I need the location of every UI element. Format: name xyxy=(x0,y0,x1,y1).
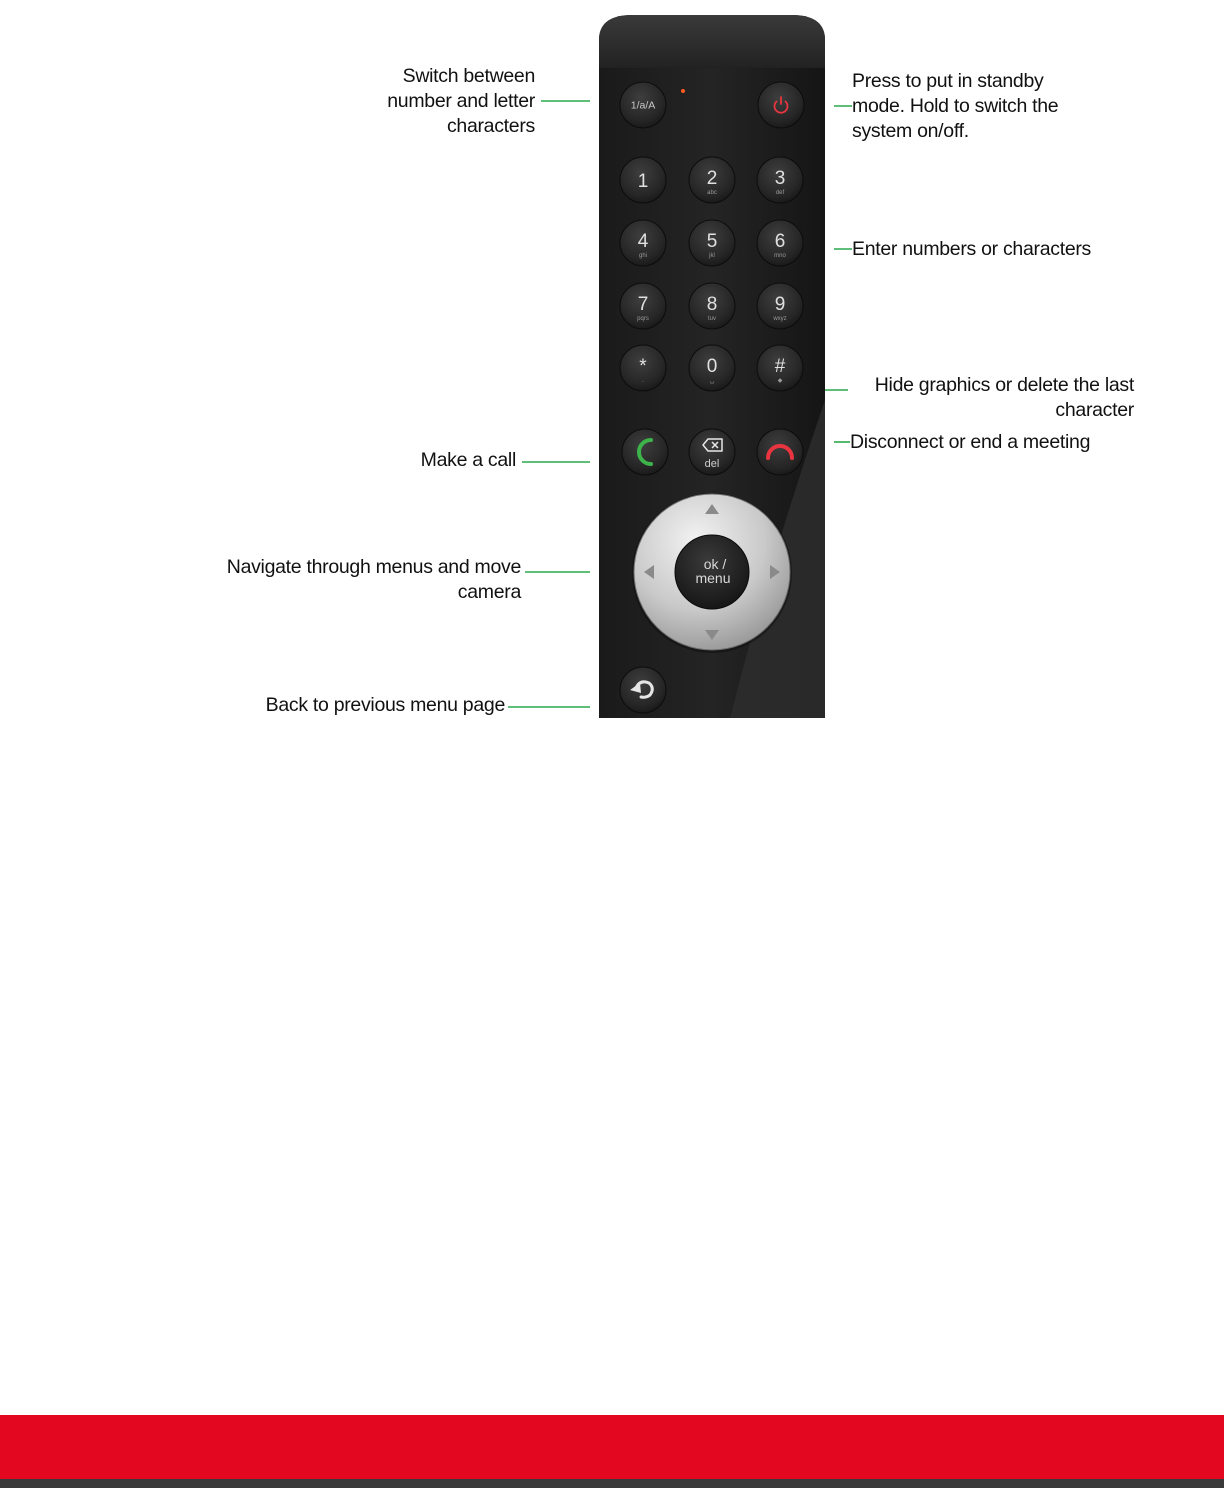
key-letters: mno xyxy=(774,253,786,259)
keypad-key[interactable] xyxy=(620,157,666,203)
key-letters: . xyxy=(642,378,644,384)
key-digit: 9 xyxy=(774,294,786,315)
key-letters: jkl xyxy=(709,253,715,259)
callout-line: Switch between xyxy=(402,65,535,87)
keypad-key[interactable] xyxy=(689,220,735,266)
footer-gray-strip xyxy=(0,1479,1224,1488)
key-digit: # xyxy=(774,356,786,377)
callout-line: number and letter xyxy=(387,90,535,112)
keypad-key[interactable] xyxy=(757,220,803,266)
delete-button[interactable] xyxy=(689,429,735,475)
callout-line: Navigate through menus and move xyxy=(226,556,521,578)
callout-line: Disconnect or end a meeting xyxy=(850,431,1091,453)
remote-top xyxy=(599,15,825,68)
ok-label: ok / xyxy=(703,556,727,572)
mode-button[interactable] xyxy=(620,82,666,128)
callout-line: Press to put in standby xyxy=(852,70,1044,92)
callout-line: Make a call xyxy=(420,449,516,471)
callout-line: characters xyxy=(446,115,535,137)
keypad-key[interactable] xyxy=(620,283,666,329)
callout-line: Enter numbers or characters xyxy=(852,238,1092,260)
key-letters: ◆ xyxy=(777,378,783,384)
footer-red-band xyxy=(0,1415,1224,1479)
key-letters: wxyz xyxy=(773,316,787,322)
delete-label: del xyxy=(704,458,720,470)
key-digit: 2 xyxy=(706,168,718,189)
menu-label: menu xyxy=(695,570,731,586)
key-digit: 8 xyxy=(706,294,718,315)
mode-button-label: 1/a/A xyxy=(630,99,656,112)
callout-line: character xyxy=(1055,399,1134,421)
end-call-button[interactable] xyxy=(757,429,803,475)
callout-line: Back to previous menu page xyxy=(265,694,505,716)
keypad-key[interactable] xyxy=(620,345,666,391)
keypad-key[interactable] xyxy=(689,283,735,329)
keypad-key[interactable] xyxy=(689,345,735,391)
power-button[interactable] xyxy=(758,82,804,128)
remote-control-diagram xyxy=(0,0,1224,730)
callout-line: camera xyxy=(457,581,521,603)
key-digit: 0 xyxy=(706,356,718,377)
key-digit: * xyxy=(639,356,647,377)
key-digit: 1 xyxy=(637,171,649,192)
key-digit: 4 xyxy=(637,231,649,252)
back-button[interactable] xyxy=(620,667,666,713)
key-digit: 5 xyxy=(706,231,718,252)
key-letters: abc xyxy=(707,190,717,196)
key-digit: 7 xyxy=(637,294,649,315)
key-letters: ghi xyxy=(638,253,648,259)
keypad-key[interactable] xyxy=(620,220,666,266)
key-letters: ␣ xyxy=(710,378,714,384)
keypad-key[interactable] xyxy=(689,157,735,203)
callout-line: system on/off. xyxy=(852,120,969,142)
key-letters: tuv xyxy=(707,316,717,322)
keypad-key[interactable] xyxy=(757,345,803,391)
keypad-key[interactable] xyxy=(757,283,803,329)
call-button[interactable] xyxy=(622,429,668,475)
key-digit: 6 xyxy=(774,231,786,252)
key-letters: pqrs xyxy=(637,316,649,322)
key-letters: def xyxy=(775,190,785,196)
key-digit: 3 xyxy=(774,168,786,189)
ok-menu-button[interactable] xyxy=(675,535,749,609)
callout-line: mode. Hold to switch the xyxy=(852,95,1059,117)
keypad-key[interactable] xyxy=(757,157,803,203)
callout-line: Hide graphics or delete the last xyxy=(874,374,1134,396)
indicator-led xyxy=(681,89,685,93)
